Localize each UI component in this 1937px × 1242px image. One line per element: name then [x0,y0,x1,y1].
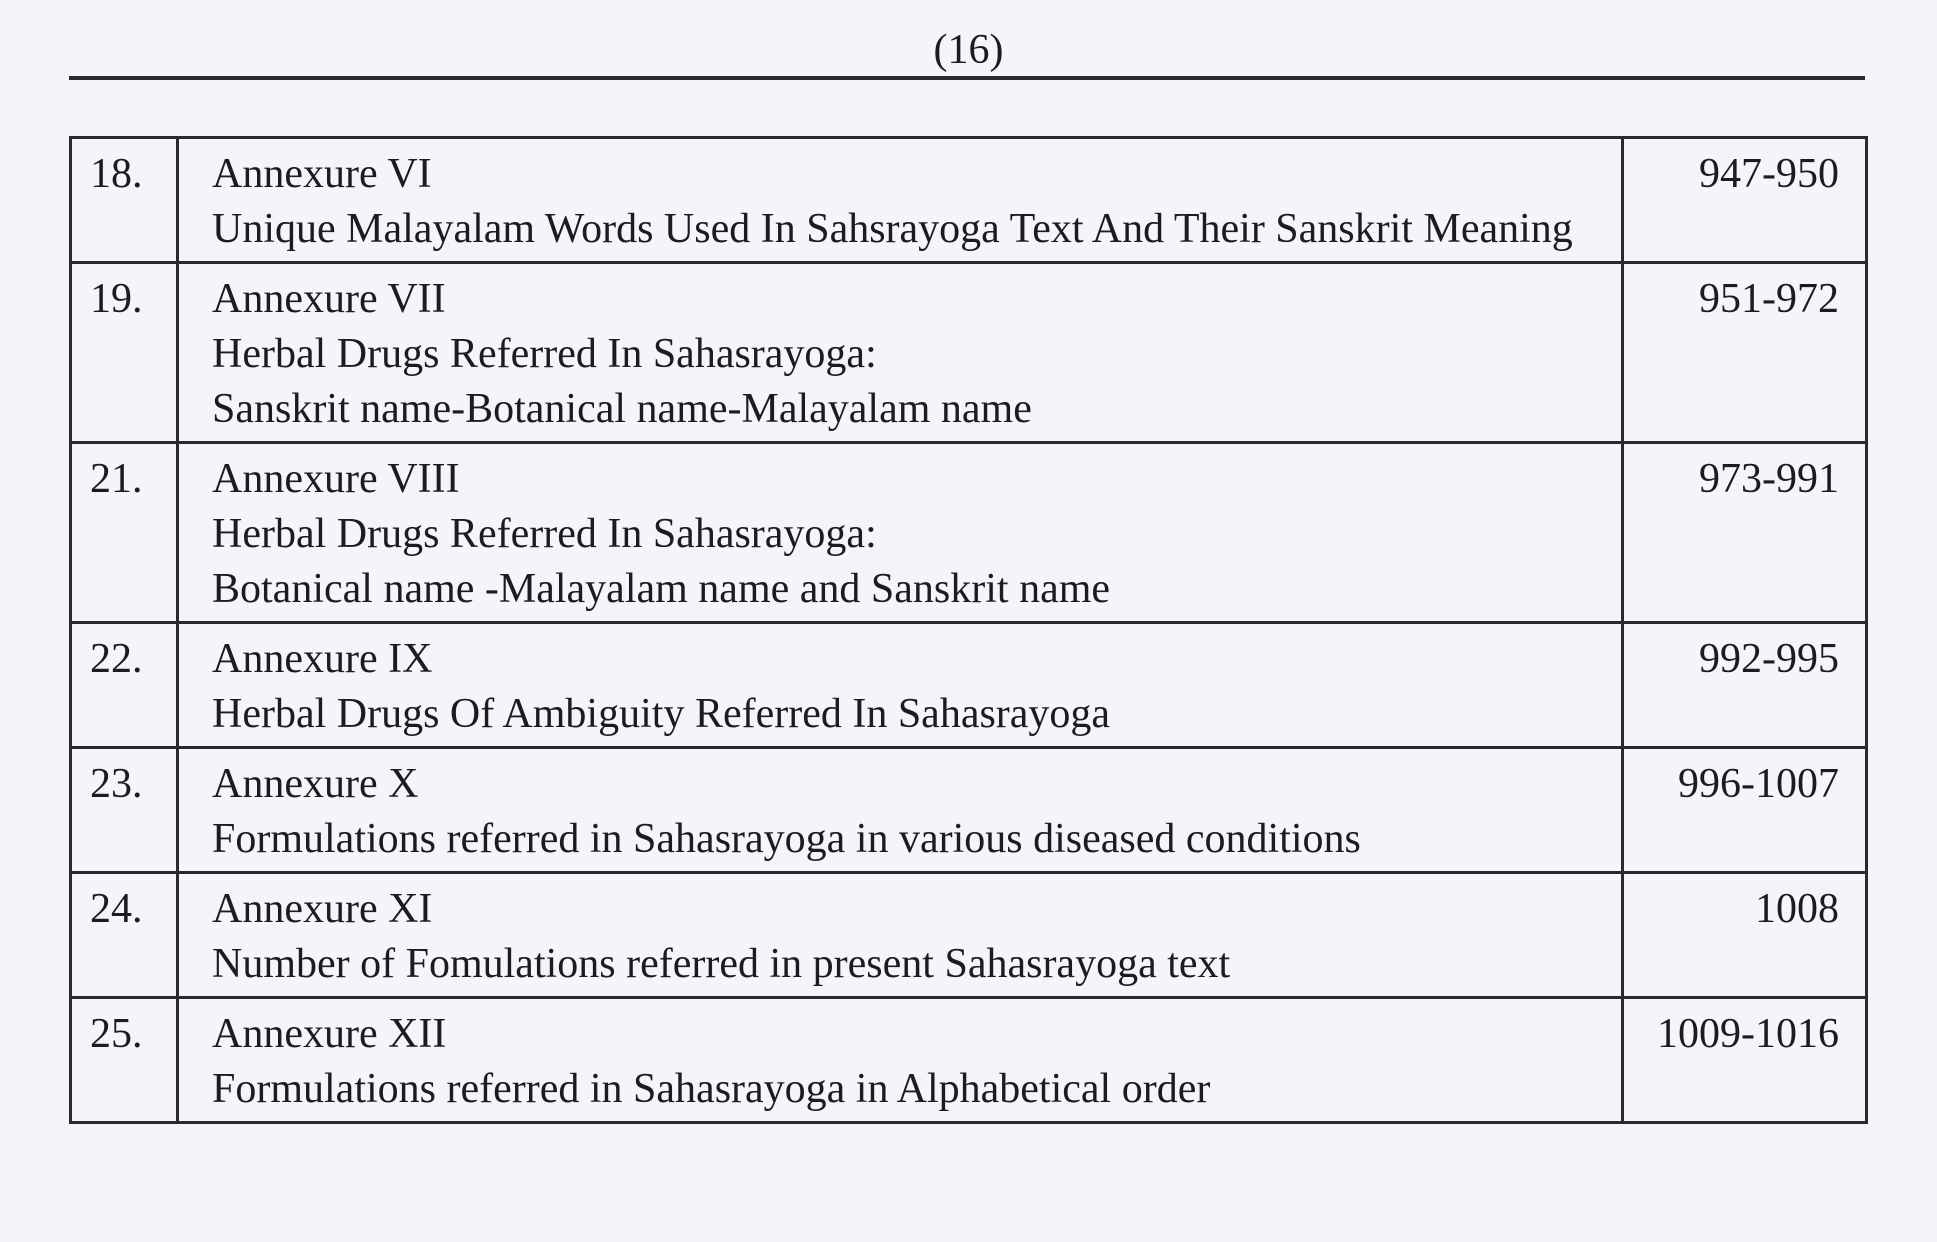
entry-number: 21. [71,443,178,623]
entry-heading: Annexure VIII [212,456,460,502]
entry-page-range: 1008 [1623,873,1867,998]
entry-page-range: 996-1007 [1623,748,1867,873]
entry-number: 23. [71,748,178,873]
entry-description-line: Sanskrit name-Botanical name-Malayalam name [212,386,1032,432]
entry-number: 25. [71,998,178,1123]
entry-page-range: 992-995 [1623,623,1867,748]
entry-title [178,263,1623,443]
entry-description-line: Herbal Drugs Of Ambiguity Referred In Sahasrayoga [212,691,1111,737]
contents-table-body [71,138,1867,1123]
entry-heading: Annexure IX [212,636,433,682]
table-row [71,138,1867,263]
entry-number: 19. [71,263,178,443]
entry-description-line: Herbal Drugs Referred In Sahasrayoga: [212,511,877,557]
entry-title [178,138,1623,263]
header-rule [69,76,1865,80]
entry-description-line: Formulations referred in Sahasrayoga in Alphabetical order [212,1066,1211,1112]
table-row [71,748,1867,873]
entry-title [178,443,1623,623]
entry-heading: Annexure VI [212,151,432,197]
entry-description-line: Botanical name -Malayalam name and Sanskrit name [212,566,1111,612]
entry-title [178,748,1623,873]
table-row [71,443,1867,623]
entry-page-range: 1009-1016 [1623,998,1867,1123]
entry-number: 18. [71,138,178,263]
entry-page-range: 951-972 [1623,263,1867,443]
entry-title [178,998,1623,1123]
entry-heading: Annexure XI [212,886,433,932]
entry-title [178,873,1623,998]
entry-description-line: Unique Malayalam Words Used In Sahsrayoga Text And Their Sanskrit Meaning [212,206,1573,252]
entry-description-line: Number of Fomulations referred in present Sahasrayoga text [212,941,1231,987]
table-row [71,263,1867,443]
entry-number: 22. [71,623,178,748]
contents-table [69,136,1868,1124]
table-row [71,873,1867,998]
entry-heading: Annexure VII [212,276,446,322]
table-row [71,998,1867,1123]
entry-page-range: 947-950 [1623,138,1867,263]
entry-title [178,623,1623,748]
entry-number: 24. [71,873,178,998]
page-number: (16) [933,27,1004,73]
entry-description-line: Herbal Drugs Referred In Sahasrayoga: [212,331,877,377]
entry-heading: Annexure XII [212,1011,447,1057]
table-row [71,623,1867,748]
entry-page-range: 973-991 [1623,443,1867,623]
entry-heading: Annexure X [212,761,419,807]
entry-description-line: Formulations referred in Sahasrayoga in various diseased conditions [212,816,1361,862]
